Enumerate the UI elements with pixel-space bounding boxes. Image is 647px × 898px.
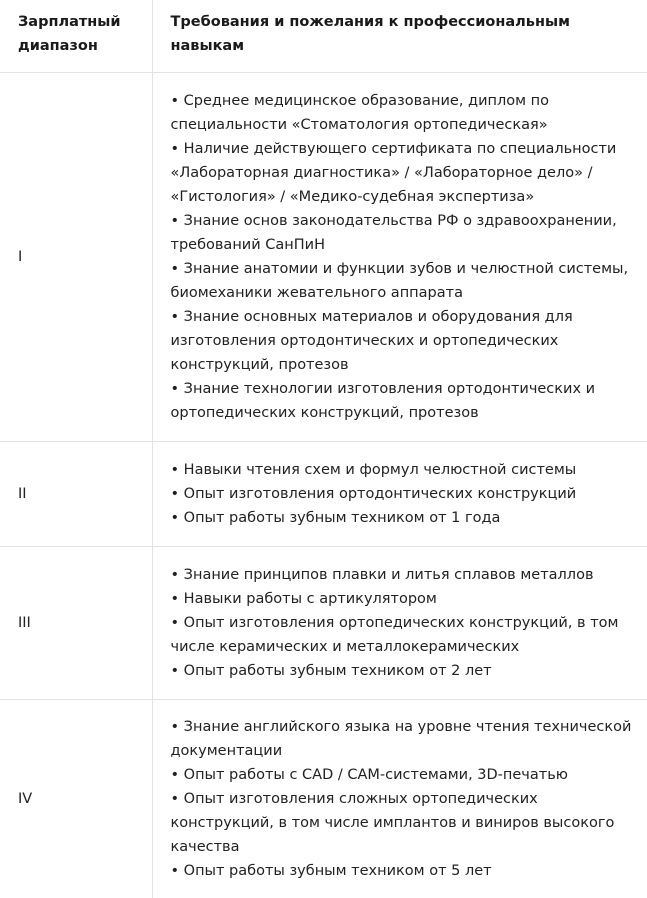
requirement-item: • Среднее медицинское образование, диплом по специальности «Стоматология ортопедическая» [171, 89, 640, 137]
requirement-item: • Навыки чтения схем и формул челюстной системы [171, 458, 640, 482]
table-row [0, 700, 647, 898]
requirements-cell [152, 700, 647, 898]
requirement-item: • Наличие действующего сертификата по специальности «Лабораторная диагностика» / «Лабораторное дело» / «Гистология» / «Медико-судебная экспертиза» [171, 137, 640, 209]
requirement-item: • Опыт изготовления сложных ортопедических конструкций, в том числе имплантов и виниров высокого качества [171, 787, 640, 859]
table-header-row [0, 0, 647, 73]
requirement-item: • Опыт изготовления ортодонтических конструкций [171, 482, 640, 506]
requirements-cell [152, 547, 647, 700]
range-cell: II [0, 442, 152, 547]
requirement-item: • Опыт работы зубным техником от 1 года [171, 506, 640, 530]
range-cell: I [0, 73, 152, 442]
table-row [0, 73, 647, 442]
requirements-cell [152, 73, 647, 442]
requirement-item: • Знание основных материалов и оборудования для изготовления ортодонтических и ортопедических конструкций, протезов [171, 305, 640, 377]
table-row [0, 547, 647, 700]
requirement-item: • Знание технологии изготовления ортодонтических и ортопедических конструкций, протезов [171, 377, 640, 425]
table-row [0, 442, 647, 547]
requirement-item: • Навыки работы с артикулятором [171, 587, 640, 611]
requirements-cell [152, 442, 647, 547]
requirement-item: • Знание принципов плавки и литья сплавов металлов [171, 563, 640, 587]
requirement-item: • Опыт работы с CAD / CAM-системами, 3D-печатью [171, 763, 640, 787]
requirement-item: • Знание анатомии и функции зубов и челюстной системы, биомеханики жевательного аппарата [171, 257, 640, 305]
range-cell: IV [0, 700, 152, 898]
requirement-item: • Знание английского языка на уровне чтения технической документации [171, 715, 640, 763]
range-cell: III [0, 547, 152, 700]
requirement-item: • Опыт работы зубным техником от 2 лет [171, 659, 640, 683]
requirement-item: • Знание основ законодательства РФ о здравоохранении, требований СанПиН [171, 209, 640, 257]
header-salary-range: Зарплатный диапазон [0, 0, 152, 73]
requirement-item: • Опыт изготовления ортопедических конструкций, в том числе керамических и металлокерамических [171, 611, 640, 659]
header-requirements: Требования и пожелания к профессиональным навыкам [152, 0, 647, 73]
requirement-item: • Опыт работы зубным техником от 5 лет [171, 859, 640, 883]
